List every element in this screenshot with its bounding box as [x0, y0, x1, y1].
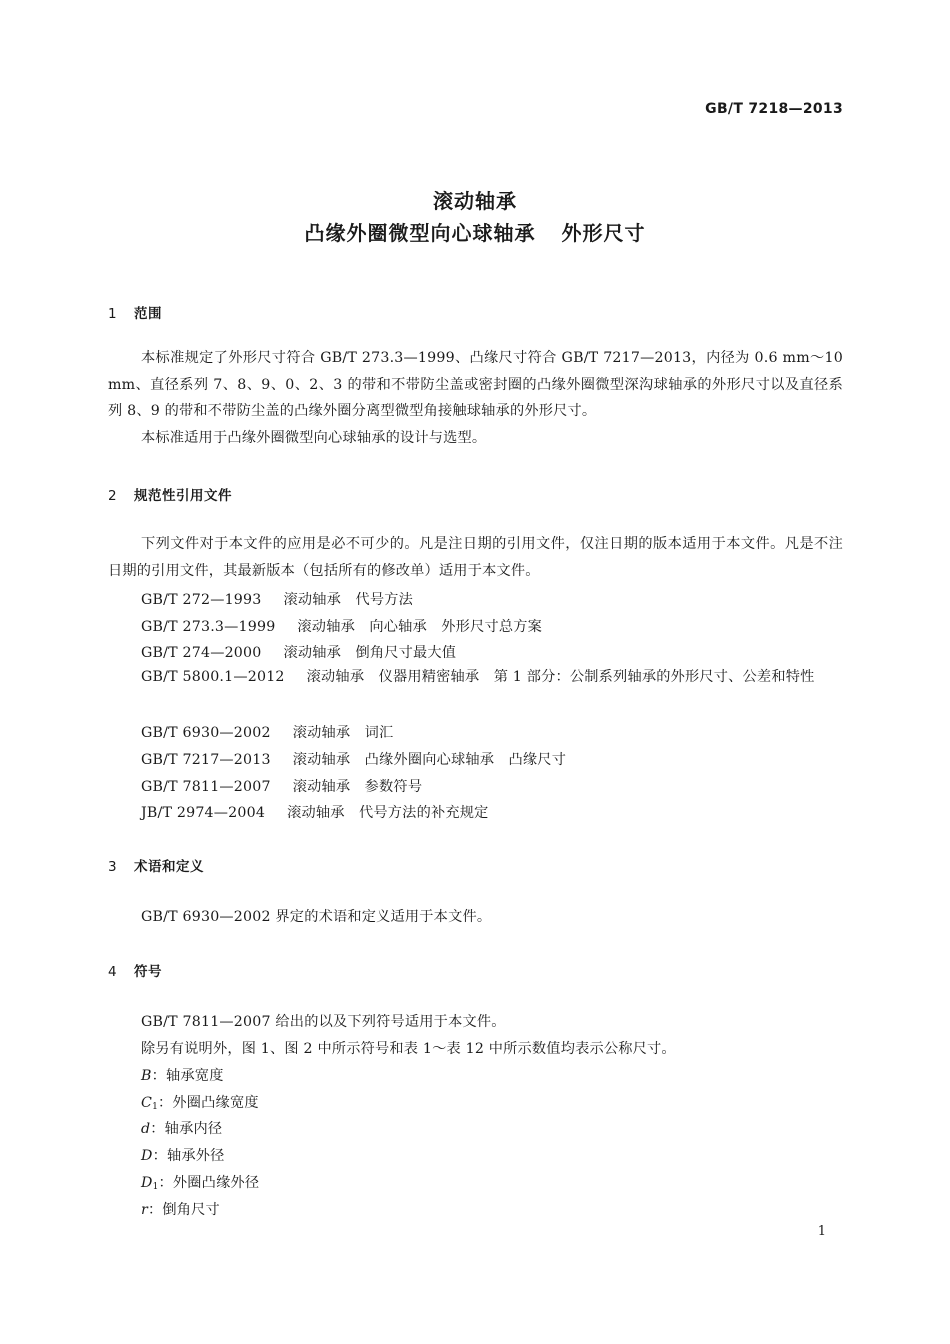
- reference-title: 滚动轴承 向心轴承 外形尺寸总方案: [297, 619, 543, 635]
- reference-code: GB/T 5800.1—2012: [141, 669, 285, 685]
- reference-item: [108, 664, 843, 691]
- section-4-heading: [108, 960, 162, 980]
- section-number: 2: [108, 488, 118, 504]
- page-number: 1: [817, 1224, 826, 1239]
- reference-title: 滚动轴承 代号方法的补充规定: [287, 805, 489, 821]
- symbol-subscript: 1: [152, 1102, 158, 1112]
- reference-title: 滚动轴承 词汇: [292, 725, 394, 741]
- symbol-description: ：轴承外径: [152, 1148, 225, 1164]
- section-3-heading: [108, 855, 204, 875]
- reference-code: GB/T 6930—2002: [141, 725, 271, 741]
- scope-paragraph-2: 本标准适用于凸缘外圈微型向心球轴承的设计与选型。: [141, 430, 487, 446]
- section-title: 规范性引用文件: [134, 488, 232, 504]
- document-title-line2: [0, 217, 950, 246]
- symbol-entry: [141, 1092, 259, 1112]
- section-1-heading: [108, 302, 162, 322]
- standard-code: GB/T 7218—2013: [705, 101, 843, 117]
- symbol: D: [141, 1175, 153, 1191]
- reference-title: 滚动轴承 仪器用精密轴承 第 1 部分：公制系列轴承的外形尺寸、公差和特性: [306, 669, 815, 685]
- section-title: 符号: [134, 964, 162, 980]
- section-title: 术语和定义: [134, 859, 204, 875]
- reference-code: GB/T 7811—2007: [141, 779, 271, 795]
- document-title-line1: 滚动轴承: [433, 189, 517, 213]
- symbol-entry: [141, 1118, 222, 1138]
- symbol-entry: [141, 1065, 224, 1085]
- symbol-description: ：轴承宽度: [151, 1068, 224, 1084]
- reference-title: 滚动轴承 倒角尺寸最大值: [283, 645, 457, 661]
- reference-item: [141, 589, 413, 609]
- reference-title: 滚动轴承 代号方法: [283, 592, 413, 608]
- symbol: B: [141, 1068, 152, 1084]
- references-intro: 下列文件对于本文件的应用是必不可少的。凡是注日期的引用文件，仅注日期的版本适用于本文件。凡是不注日期的引用文件，其最新版本（包括所有的修改单）适用于本文件。: [108, 536, 843, 579]
- symbol-description: ：轴承内径: [150, 1121, 223, 1137]
- symbol-entry: [141, 1145, 225, 1165]
- section-number: 1: [108, 306, 118, 322]
- symbol: r: [141, 1202, 148, 1218]
- reference-item: [141, 722, 393, 742]
- symbol-subscript: 1: [152, 1182, 159, 1192]
- reference-item: [141, 776, 422, 796]
- symbol-entry: [141, 1172, 259, 1192]
- section-number: 4: [108, 964, 118, 980]
- terms-paragraph: GB/T 6930—2002 界定的术语和定义适用于本文件。: [141, 909, 492, 925]
- title-line2-part2: 外形尺寸: [561, 221, 646, 245]
- reference-code: GB/T 272—1993: [141, 592, 262, 608]
- reference-code: GB/T 274—2000: [141, 645, 262, 661]
- symbol-description: ：外圈凸缘外径: [158, 1175, 260, 1191]
- reference-item: [141, 616, 542, 636]
- reference-code: JB/T 2974—2004: [141, 805, 266, 821]
- reference-item: [141, 749, 566, 769]
- symbols-paragraph-2: 除另有说明外，图 1、图 2 中所示符号和表 1～表 12 中所示数值均表示公称尺寸。: [141, 1041, 676, 1057]
- section-number: 3: [108, 859, 118, 875]
- scope-paragraph-1: 本标准规定了外形尺寸符合 GB/T 273.3—1999、凸缘尺寸符合 GB/T 7217—2013，内径为 0.6 mm～10 mm、直径系列 7、8、9、0、2、3 的带和不带防尘盖或密封圈的凸缘外圈微型深沟球轴承的外形尺寸以及直径系列 8、9 的带和不带防尘盖的凸缘外圈分离型微型角接触球轴承的外形尺寸。: [108, 350, 843, 419]
- title-line2-part1: 凸缘外圈微型向心球轴承: [304, 221, 536, 245]
- symbols-paragraph-1: GB/T 7811—2007 给出的以及下列符号适用于本文件。: [141, 1014, 506, 1030]
- section-2-heading: [108, 484, 232, 504]
- reference-title: 滚动轴承 参数符号: [292, 779, 423, 795]
- symbol-entry: [141, 1199, 220, 1219]
- reference-code: GB/T 7217—2013: [141, 752, 271, 768]
- reference-code: GB/T 273.3—1999: [141, 619, 276, 635]
- symbol: d: [141, 1121, 151, 1137]
- reference-title: 滚动轴承 凸缘外圈向心球轴承 凸缘尺寸: [292, 752, 567, 768]
- symbol-description: ：倒角尺寸: [147, 1202, 220, 1218]
- section-title: 范围: [134, 306, 162, 322]
- reference-item: [141, 802, 489, 822]
- symbol: D: [141, 1148, 153, 1164]
- symbol-description: ：外圈凸缘宽度: [158, 1095, 259, 1111]
- symbol: C: [141, 1095, 153, 1111]
- reference-item: [141, 642, 456, 662]
